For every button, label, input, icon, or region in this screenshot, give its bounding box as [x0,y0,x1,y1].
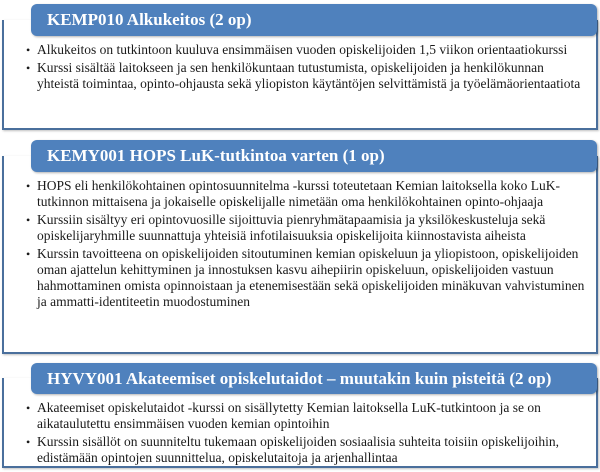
course-title-text: KEMY001 HOPS LuK-tutkintoa varten (1 op) [47,146,385,165]
list-item: • Kurssin sisällöt on suunniteltu tukemaan opiskelijoiden sosiaalisia suhteita toisiin opiskelijoihin, edistämään opintojen suunnittelua, opiskelutaitoja ja arjenhallintaa [26,434,586,466]
course-title [31,363,597,394]
course-section-kemy001 [0,136,600,358]
course-section-hyvy001 [0,360,600,472]
course-description-list [26,42,586,94]
course-title-text: HYVY001 Akateemiset opiskelutaidot – muutakin kuin pisteitä (2 op) [47,368,552,388]
list-item: • Kurssin tavoitteena on opiskelijoiden sitoutuminen kemian opiskeluun ja yliopistoon, opiskelijoiden oman ajattelun kehittyminen ja innostuksen kasvu aihepiirin opiskeluun, opiskelijoiden vastuun hahmottaminen omista opinnoistaan ja etenemisestään sekä opiskelijoiden minäkuvan vahvistuminen ja ammatti-identiteetin muodostuminen [26,246,586,310]
course-title [31,4,597,36]
list-item: • Alkukeitos on tutkintoon kuuluva ensimmäisen vuoden opiskelijoiden 1,5 viikon orientaatiokurssi [26,42,586,58]
course-section-kemp010 [0,0,600,132]
list-item: • HOPS eli henkilökohtainen opintosuunnitelma -kurssi toteutetaan Kemian laitoksella koko LuK-tutkinnon mittaisena ja jokaiselle opiskelijalle nimetään oma henkilökohtainen opinto-ohjaaja [26,178,586,210]
course-description-list [26,178,586,312]
course-title-text: KEMP010 Alkukeitos (2 op) [47,10,252,29]
list-item: • Kurssi sisältää laitokseen ja sen henkilökuntaan tutustumista, opiskelijoiden ja henkilökunnan yhteistä toimintaa, opinto-ohjausta sekä yliopiston käytäntöjen selvittämistä ja työelämäorientaatiota [26,60,586,92]
list-item: • Kurssiin sisältyy eri opintovuosille sijoittuvia pienryhmätapaamisia ja yksilökeskusteluja sekä opiskelijaryhmille suunnattuja yhteisiä infotilaisuuksia opiskelijoita kiinnostavista aiheista [26,212,586,244]
course-title [31,140,597,172]
list-item: • Akateemiset opiskelutaidot -kurssi on sisällytetty Kemian laitoksella LuK-tutkintoon ja se on aikataulutettu ensimmäisen vuoden kemian opintoihin [26,400,586,432]
course-description-list [26,400,586,468]
